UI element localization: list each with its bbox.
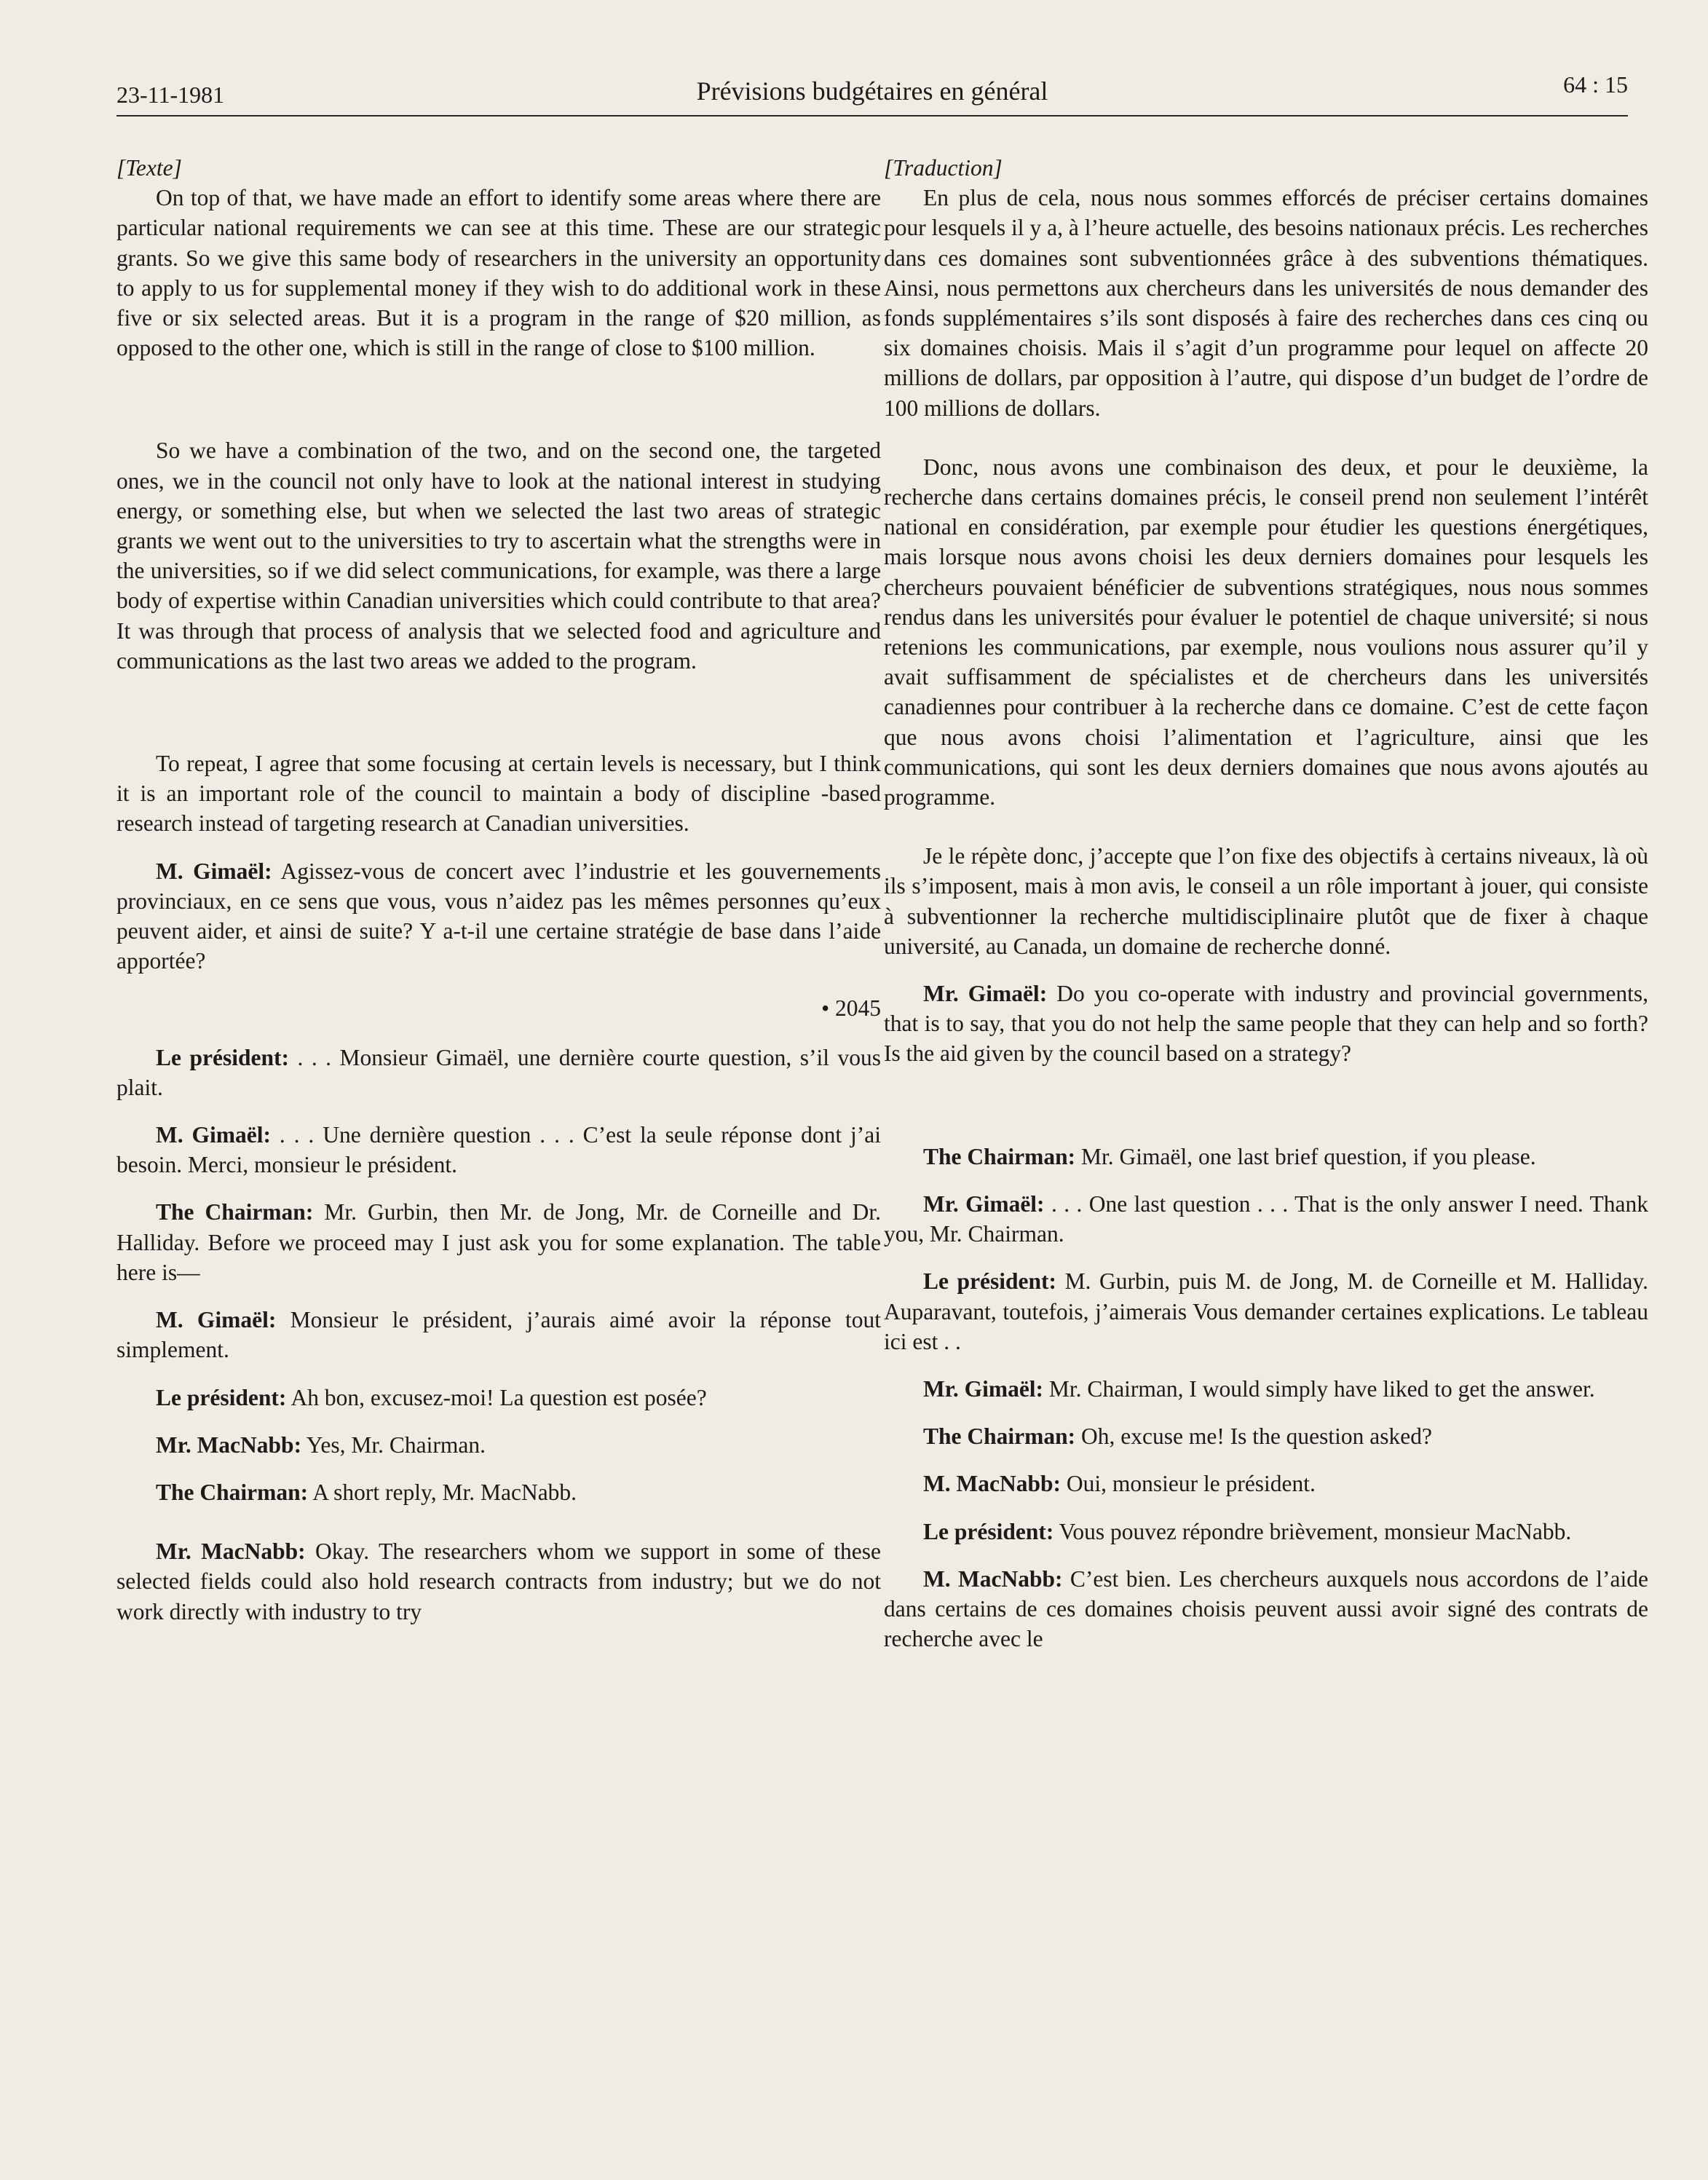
speaker-name: The Chairman: xyxy=(923,1423,1076,1450)
dialogue-entry xyxy=(116,1430,881,1460)
dialogue-entry xyxy=(116,1383,881,1413)
dialogue-entry xyxy=(884,1189,1648,1249)
language-tag: [Traduction] xyxy=(884,155,1003,181)
speech-text: . . . One last question . . . That is the only answer I need. Thank you, Mr. Chairman. xyxy=(884,1190,1648,1247)
speech-text: Vous pouvez répondre brièvement, monsieur MacNabb. xyxy=(1053,1518,1572,1544)
speaker-name: Mr. Gimaël: xyxy=(923,1190,1045,1217)
speech-text: Oh, excuse me! Is the question asked? xyxy=(1075,1423,1432,1450)
speech-text: Agissez-vous de concert avec l’industrie et les gouvernements provinciaux, en ce sens que vous, vous n’aidez pas les mêmes personnes qu’eux peuvent aider, et ainsi de suite? Y a-t-il une certaine stratégie de base dans l’aide apportée? xyxy=(116,858,881,974)
paragraph: Donc, nous avons une combinaison des deux, et pour le deuxième, la recherche dans certains domaines précis, le conseil prend non seulement l’intérêt national en considération, par exemple pour étudier les questions énergétiques, mais lorsque nous avons choisi les deux derniers domaines pour lesquels les chercheurs pouvaient bénéficier de subventions stratégiques, nous nous sommes rendus dans les universités pour évaluer le potentiel de chaque université; si nous retenions les communications, par exemple, nous voulions nous assurer qu’il y avait suffisamment de spécialistes et de chercheurs dans les universités canadiennes pour contribuer à la recherche dans ce domaine. C’est de cette façon que nous avons choisi l’alimentation et l’agriculture, ainsi que les communications, qui sont les deux derniers domaines que nous avons ajoutés au programme. xyxy=(884,454,1648,810)
speech-text: Yes, Mr. Chairman. xyxy=(301,1431,486,1458)
dialogue-entry xyxy=(884,1421,1648,1451)
dialogue-entry xyxy=(116,856,881,976)
right-column-french xyxy=(884,153,1648,1671)
header-date: 23-11-1981 xyxy=(116,82,225,108)
dialogue-entry xyxy=(884,1374,1648,1404)
dialogue-entry xyxy=(884,1564,1648,1654)
speech-text: Ah bon, excusez-moi! La question est posée? xyxy=(286,1384,707,1410)
speaker-name: M. Gimaël: xyxy=(156,1307,277,1333)
paragraph: So we have a combination of the two, and on the second one, the targeted ones, we in the council not only have to look at the national interest in studying energy, or something else, but when we selected the last two areas of strategic grants we went out to the universities to try to ascertain what the strengths were in the universities, so if we did select communications, for example, was there a large body of expertise within Canadian universities which could contribute to that area? It was through that process of analysis that we selected food and agriculture and communications as the last two areas we added to the program. xyxy=(116,438,881,674)
speech-text: Do you co-operate with industry and provincial governments, that is to say, that you do not help the same people that they can help and so forth? Is the aid given by the council based on a strategy? xyxy=(884,981,1648,1067)
speaker-name: Mr. Gimaël: xyxy=(923,981,1048,1007)
speech-text: Okay. The researchers whom we support in some of these selected fields could also hold research contracts from industry; but we do not work directly with industry to try xyxy=(116,1539,881,1624)
speech-text: A short reply, Mr. MacNabb. xyxy=(308,1479,577,1505)
speech-text: . . . Une dernière question . . . C’est la seule réponse dont j’ai besoin. Merci, monsieur le président. xyxy=(116,1122,882,1178)
left-column-english xyxy=(116,153,881,1644)
dialogue-entry xyxy=(884,1266,1648,1356)
speaker-name: The Chairman: xyxy=(923,1143,1076,1169)
speaker-name: Le président: xyxy=(923,1268,1057,1295)
dialogue-entry xyxy=(116,1120,881,1180)
paragraph: On top of that, we have made an effort to identify some areas where there are particular national requirements we can see at this time. These are our strategic grants. So we give this same body of researchers in the university an opportunity to apply to us for supplemental money if they wish to do additional work in these five or six selected areas. But it is a program in the range of $20 million, as opposed to the other one, which is still in the range of close to $100 million. xyxy=(116,185,881,361)
speech-text: Oui, monsieur le président. xyxy=(1060,1471,1316,1497)
speaker-name: M. Gimaël: xyxy=(156,858,272,884)
paragraph: To repeat, I agree that some focusing at certain levels is necessary, but I think it is an important role of the council to maintain a body of discipline -based research instead of targeting research at Canadian universities. xyxy=(116,751,881,837)
speaker-name: Le président: xyxy=(156,1384,287,1410)
paragraph: En plus de cela, nous nous sommes efforcés de préciser certains domaines pour lesquels il y a, à l’heure actuelle, des besoins nationaux précis. Les recherches dans ces domaines sont subventionnées grâce à des subventions thématiques. Ainsi, nous permettons aux chercheurs dans les universités de nous demander des fonds supplémentaires s’ils sont disposés à faire des recherches dans ces cinq ou six domaines choisis. Mais il s’agit d’un programme pour lequel on affecte 20 millions de dollars, par opposition à l’autre, qui dispose d’un budget de l’ordre de 100 millions de dollars. xyxy=(884,185,1648,421)
dialogue-entry xyxy=(116,1043,881,1102)
speaker-name: Mr. Gimaël: xyxy=(923,1375,1044,1402)
speech-text: Mr. Gimaël, one last brief question, if you please. xyxy=(1075,1143,1536,1169)
dialogue-entry xyxy=(884,1517,1648,1547)
speaker-name: M. MacNabb: xyxy=(923,1471,1061,1497)
speaker-name: The Chairman: xyxy=(156,1199,314,1225)
speaker-name: M. Gimaël: xyxy=(156,1122,271,1148)
dialogue-entry xyxy=(116,1305,881,1365)
dialogue-entry xyxy=(884,1142,1648,1172)
dialogue-entry xyxy=(116,1477,881,1507)
time-marker: • 2045 xyxy=(821,995,881,1022)
speaker-name: Le président: xyxy=(923,1518,1054,1544)
speech-text: Mr. Gurbin, then Mr. de Jong, Mr. de Corneille and Dr. Halliday. Before we proceed may I just ask you for some explanation. The table here is— xyxy=(116,1199,881,1285)
dialogue-entry xyxy=(116,1197,881,1287)
speaker-name: Le président: xyxy=(156,1044,289,1070)
speech-text: M. Gurbin, puis M. de Jong, M. de Corneille et M. Halliday. Auparavant, toutefois, j’aimerais Vous demander certaines explications. Le tableau ici est . . xyxy=(884,1268,1648,1354)
speaker-name: The Chairman: xyxy=(156,1479,309,1505)
dialogue-entry xyxy=(116,1536,881,1627)
paragraph: Je le répète donc, j’accepte que l’on fixe des objectifs à certains niveaux, là où ils s’imposent, mais à mon avis, le conseil a un rôle important à jouer, qui consiste à subventionner la recherche multidisciplinaire plutôt que de fixer à chaque université, au Canada, un domaine de recherche donné. xyxy=(884,843,1648,959)
language-tag: [Texte] xyxy=(116,155,182,181)
speaker-name: Mr. MacNabb: xyxy=(156,1431,302,1458)
dialogue-entry xyxy=(884,979,1648,1069)
speech-text: C’est bien. Les chercheurs auxquels nous accordons de l’aide dans certains de ces domaines choisis peuvent aussi avoir signé des contrats de recherche avec le xyxy=(884,1565,1648,1652)
speech-text: . . . Monsieur Gimaël, une dernière courte question, s’il vous plait. xyxy=(116,1044,881,1100)
dialogue-entry xyxy=(884,1469,1648,1498)
header-page-number: 64 : 15 xyxy=(1563,71,1628,98)
speaker-name: Mr. MacNabb: xyxy=(156,1539,306,1565)
speech-text: Monsieur le président, j’aurais aimé avoir la réponse tout simplement. xyxy=(116,1307,881,1363)
header-title: Prévisions budgétaires en général xyxy=(696,76,1048,106)
speaker-name: M. MacNabb: xyxy=(923,1565,1063,1592)
speech-text: Mr. Chairman, I would simply have liked to get the answer. xyxy=(1043,1375,1595,1402)
page-header xyxy=(116,71,1628,116)
